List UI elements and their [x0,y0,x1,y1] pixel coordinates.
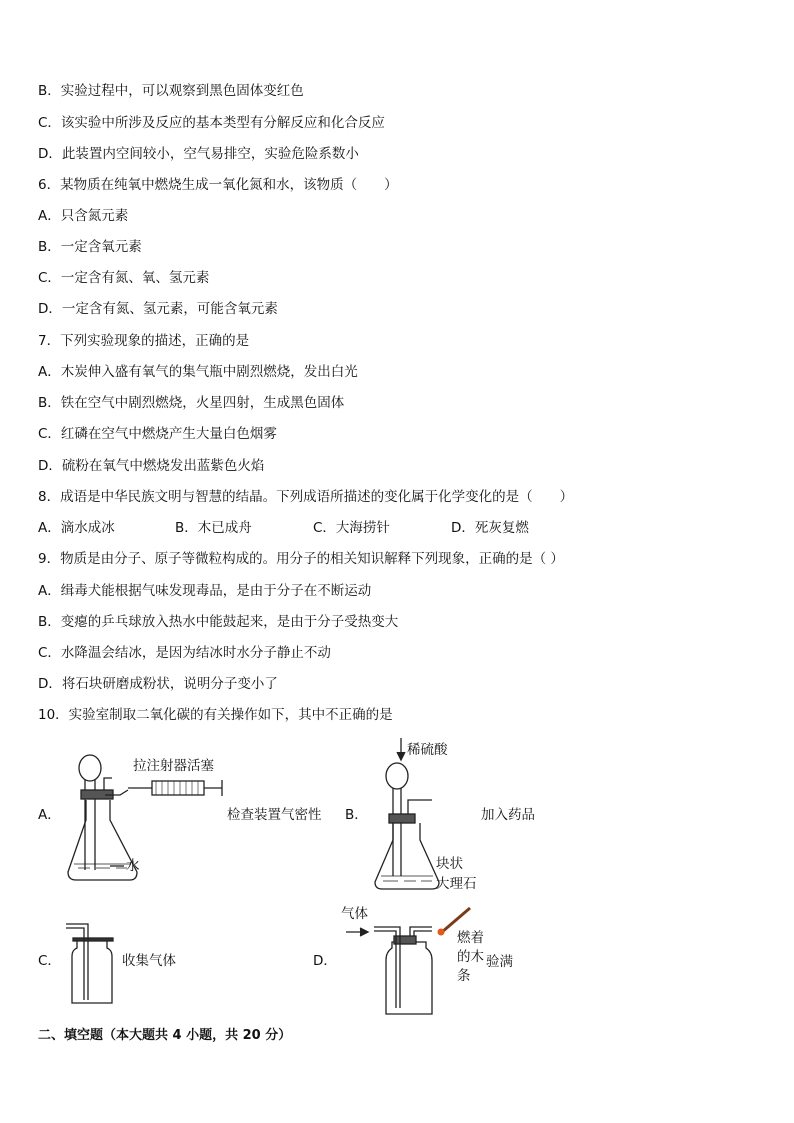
fig-d-letter: D． [313,953,337,969]
q8-option-d: D．死灰复燃 [451,520,529,536]
fig-b-solid-label-1: 块状 [436,856,463,872]
fig-b-acid-label: 稀硫酸 [407,742,448,758]
q6-option-b: B．一定含氧元素 [38,239,142,255]
q10-stem: 10．实验室制取二氧化碳的有关操作如下，其中不正确的是 [38,707,393,723]
q8-option-c: C．大海捞针 [313,520,390,536]
q9-option-c: C．水降温会结冰，是因为结冰时水分子静止不动 [38,645,331,661]
q6-option-c: C．一定含有氮、氧、氢元素 [38,270,210,286]
fig-d-splint-label-1: 燃着 [457,930,484,946]
q7-option-c: C．红磷在空气中燃烧产生大量白色烟雾 [38,426,277,442]
fig-d-splint-label-3: 条 [457,968,471,984]
fig-b-letter: B． [345,807,368,823]
fig-d-splint-label-2: 的木 [457,949,484,965]
q5-option-d: D．此装置内空间较小，空气易排空，实验危险系数小 [38,146,359,162]
q5-option-b: B．实验过程中，可以观察到黑色固体变红色 [38,83,304,99]
fig-c-letter: C． [38,953,61,969]
section-2-heading: 二、填空题（本大题共 4 小题，共 20 分） [38,1028,292,1043]
q7-stem: 7．下列实验现象的描述，正确的是 [38,333,250,349]
fig-b-solid-label-2: 大理石 [436,876,477,892]
fig-d-gas-label: 气体 [341,906,368,922]
fig-a-caption: 检查装置气密性 [227,807,322,823]
q6-option-a: A．只含氮元素 [38,208,129,224]
q7-option-b: B．铁在空气中剧烈燃烧，火星四射，生成黑色固体 [38,395,345,411]
fig-d-caption: 验满 [486,954,513,970]
q5-option-c: C．该实验中所涉及反应的基本类型有分解反应和化合反应 [38,115,385,131]
fig-b-caption: 加入药品 [481,807,535,823]
q6-option-d: D．一定含有氮、氢元素，可能含氧元素 [38,301,278,317]
q7-option-d: D．硫粉在氧气中燃烧发出蓝紫色火焰 [38,458,265,474]
q8-option-a: A．滴水成冰 [38,520,115,536]
q8-option-b: B．木已成舟 [175,520,252,536]
q9-stem: 9．物质是由分子、原子等微粒构成的。用分子的相关知识解释下列现象，正确的是（ ） [38,551,564,567]
fig-a-water-label: 水 [126,858,140,874]
fig-a-letter: A． [38,807,61,823]
q9-option-d: D．将石块研磨成粉状，说明分子变小了 [38,676,278,692]
fig-a-syringe-label: 拉注射器活塞 [133,758,214,774]
q6-stem: 6．某物质在纯氧中燃烧生成一氧化氮和水，该物质（ ） [38,177,398,193]
fig-c-caption: 收集气体 [122,953,176,969]
q9-option-b: B．变瘪的乒乓球放入热水中能鼓起来，是由于分子受热变大 [38,614,399,630]
q8-stem: 8．成语是中华民族文明与智慧的结晶。下列成语所描述的变化属于化学变化的是（ ） [38,489,574,505]
q9-option-a: A．缉毒犬能根据气味发现毒品，是由于分子在不断运动 [38,583,372,599]
q7-option-a: A．木炭伸入盛有氧气的集气瓶中剧烈燃烧，发出白光 [38,364,358,380]
